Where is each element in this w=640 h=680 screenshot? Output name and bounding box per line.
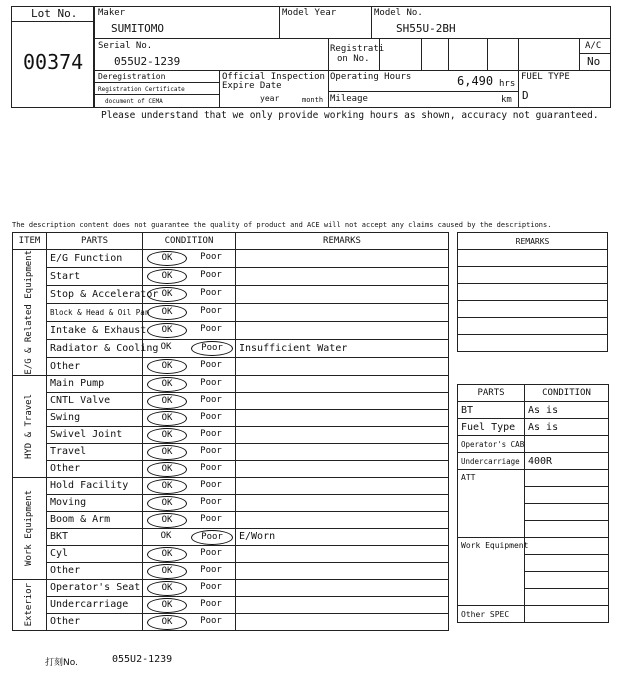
reg-cert-label: Registration Certificate xyxy=(98,86,185,93)
right-cond-fuel: As is xyxy=(525,419,609,436)
col-condition-header: CONDITION xyxy=(143,233,236,250)
right-cond-undercarriage: 400R xyxy=(525,453,609,470)
col-parts-header: PARTS xyxy=(47,233,143,250)
condition-ok: OK xyxy=(147,598,187,613)
group-label-cell xyxy=(13,375,47,477)
remark-cell xyxy=(236,426,449,443)
inspection-row xyxy=(13,562,449,579)
condition-ok: OK xyxy=(147,377,187,392)
part-name: Intake & Exhaust xyxy=(47,321,143,339)
col-remarks-header: REMARKS xyxy=(236,233,449,250)
right-remark-row xyxy=(458,301,608,318)
working-hours-notice: Please understand that we only provide working hours as shown, accuracy not guaranteed. xyxy=(101,110,599,121)
inspection-label-1: Official Inspection xyxy=(222,72,325,82)
condition-poor: Poor xyxy=(200,324,222,335)
condition-cell xyxy=(143,443,236,460)
remark-cell xyxy=(236,460,449,477)
remark-cell xyxy=(236,477,449,494)
maker-label: Maker xyxy=(98,8,126,18)
part-name: Operator's Seat xyxy=(47,579,143,596)
condition-poor: Poor xyxy=(200,306,222,317)
condition-poor: Poor xyxy=(200,513,222,524)
inspection-row xyxy=(13,375,449,392)
condition-cell xyxy=(143,545,236,562)
inspection-row xyxy=(13,409,449,426)
right-remarks-table xyxy=(457,232,608,352)
km-unit: km xyxy=(501,95,512,105)
remark-cell xyxy=(236,545,449,562)
inspection-row xyxy=(13,303,449,321)
part-name: Swivel Joint xyxy=(47,426,143,443)
condition-poor: Poor xyxy=(200,288,222,299)
fuel-type-value: D xyxy=(522,89,529,102)
remark-cell xyxy=(236,321,449,339)
right-col-condition: CONDITION xyxy=(525,385,609,402)
inspection-row xyxy=(13,596,449,613)
condition-ok: OK xyxy=(147,581,187,596)
stamp-value: 055U2-1239 xyxy=(112,654,173,665)
op-hours-label: Operating Hours xyxy=(330,72,412,82)
remark-cell xyxy=(236,596,449,613)
condition-poor: Poor xyxy=(200,270,222,281)
model-no-label: Model No. xyxy=(374,8,423,18)
remark-cell xyxy=(236,409,449,426)
condition-poor: Poor xyxy=(200,479,222,490)
right-part-cab: Operator's CAB xyxy=(458,436,525,453)
condition-cell xyxy=(143,426,236,443)
condition-poor: Poor xyxy=(200,564,222,575)
remark-cell xyxy=(236,303,449,321)
inspection-row xyxy=(13,528,449,545)
condition-poor: Poor xyxy=(200,462,222,473)
group-label: E/G & Related Equipment xyxy=(24,250,34,375)
condition-cell xyxy=(143,392,236,409)
registration-label-2: on No. xyxy=(337,54,370,64)
hrs-unit: hrs xyxy=(499,79,516,89)
inspection-row xyxy=(13,357,449,375)
maker-value: SUMITOMO xyxy=(111,22,164,35)
inspection-row xyxy=(13,321,449,339)
condition-cell xyxy=(143,562,236,579)
part-name: Other xyxy=(47,357,143,375)
part-name: Hold Facility xyxy=(47,477,143,494)
remark-cell xyxy=(236,375,449,392)
work-equipment-label: Work Equipment xyxy=(458,538,525,606)
condition-cell xyxy=(143,267,236,285)
op-hours-value: 6,490 xyxy=(457,74,494,88)
condition-cell xyxy=(143,409,236,426)
group-label-cell xyxy=(13,250,47,376)
part-name: Other xyxy=(47,460,143,477)
condition-poor: Poor xyxy=(200,598,222,609)
part-name: Radiator & Cooling xyxy=(47,339,143,357)
part-name: Main Pump xyxy=(47,375,143,392)
condition-cell xyxy=(143,250,236,268)
condition-cell xyxy=(143,528,236,545)
condition-cell xyxy=(143,477,236,494)
right-remarks-header: REMARKS xyxy=(458,233,608,250)
inspection-row xyxy=(13,426,449,443)
inspection-row xyxy=(13,392,449,409)
remark-cell xyxy=(236,357,449,375)
part-name: Moving xyxy=(47,494,143,511)
remark-cell xyxy=(236,579,449,596)
lot-number: 00374 xyxy=(23,50,84,74)
condition-ok: OK xyxy=(160,530,172,541)
part-name: Other xyxy=(47,613,143,630)
inspection-row xyxy=(13,511,449,528)
inspection-row xyxy=(13,285,449,303)
condition-ok: OK xyxy=(147,251,187,266)
inspection-row xyxy=(13,443,449,460)
right-cond-bt: As is xyxy=(525,402,609,419)
condition-cell xyxy=(143,460,236,477)
condition-ok: OK xyxy=(147,479,187,494)
inspection-label-2: Expire Date xyxy=(222,81,282,91)
remark-cell xyxy=(236,613,449,630)
part-name: CNTL Valve xyxy=(47,392,143,409)
condition-poor: Poor xyxy=(200,377,222,388)
right-remark-row xyxy=(458,318,608,335)
inspection-row xyxy=(13,545,449,562)
inspection-row xyxy=(13,267,449,285)
condition-cell xyxy=(143,357,236,375)
other-spec-label: Other SPEC xyxy=(458,606,525,623)
part-name: Start xyxy=(47,267,143,285)
part-name: Cyl xyxy=(47,545,143,562)
right-part-fuel: Fuel Type xyxy=(458,419,525,436)
condition-poor: Poor xyxy=(200,445,222,456)
remark-cell xyxy=(236,562,449,579)
inspection-row xyxy=(13,250,449,268)
part-name: Swing xyxy=(47,409,143,426)
condition-ok: OK xyxy=(147,547,187,562)
registration-label-1: Registrati xyxy=(330,44,385,54)
right-remark-row xyxy=(458,284,608,301)
inspection-header-row xyxy=(13,233,449,250)
condition-cell xyxy=(143,375,236,392)
condition-poor: Poor xyxy=(200,360,222,371)
serial-value: 055U2-1239 xyxy=(114,55,181,68)
right-cond-cab xyxy=(525,436,609,453)
condition-ok: OK xyxy=(147,445,187,460)
remark-cell xyxy=(236,494,449,511)
condition-cell xyxy=(143,579,236,596)
condition-poor: Poor xyxy=(200,615,222,626)
inspection-row xyxy=(13,477,449,494)
part-name: Travel xyxy=(47,443,143,460)
condition-ok: OK xyxy=(147,564,187,579)
condition-cell xyxy=(143,285,236,303)
condition-poor: Poor xyxy=(200,496,222,507)
condition-ok: OK xyxy=(147,428,187,443)
condition-ok: OK xyxy=(147,305,187,320)
condition-ok: OK xyxy=(147,411,187,426)
right-parts-table xyxy=(457,384,609,623)
condition-ok: OK xyxy=(147,496,187,511)
ac-label: A/C xyxy=(585,41,602,51)
group-label-cell xyxy=(13,579,47,630)
condition-cell xyxy=(143,511,236,528)
condition-ok: OK xyxy=(147,269,187,284)
condition-cell xyxy=(143,613,236,630)
model-year-label: Model Year xyxy=(282,8,337,18)
group-label: Work Equipment xyxy=(24,490,34,567)
condition-ok: OK xyxy=(147,287,187,302)
condition-poor: Poor xyxy=(200,394,222,405)
mileage-label: Mileage xyxy=(330,94,368,104)
part-name: BKT xyxy=(47,528,143,545)
condition-ok: OK xyxy=(147,462,187,477)
condition-ok: OK xyxy=(147,394,187,409)
remark-cell: Insufficient Water xyxy=(236,339,449,357)
disclaimer: The description content does not guarantee the quality of product and ACE will not accept any claims caused by the descriptions. xyxy=(12,221,552,229)
inspection-table xyxy=(12,232,449,631)
condition-ok: OK xyxy=(147,359,187,374)
month-label: month xyxy=(302,96,324,104)
header-block xyxy=(11,6,611,108)
lot-label: Lot No. xyxy=(31,7,78,20)
part-name: Stop & Accelerator xyxy=(47,285,143,303)
dereg-label: Deregistration xyxy=(98,72,166,81)
year-label: year xyxy=(260,94,280,103)
right-col-parts: PARTS xyxy=(458,385,525,402)
part-name: Other xyxy=(47,562,143,579)
condition-ok: OK xyxy=(147,323,187,338)
inspection-row xyxy=(13,613,449,630)
condition-cell xyxy=(143,596,236,613)
condition-poor: Poor xyxy=(200,411,222,422)
part-name: Undercarriage xyxy=(47,596,143,613)
cema-label: document of CEMA xyxy=(105,98,163,105)
serial-label: Serial No. xyxy=(98,41,153,51)
remark-cell xyxy=(236,392,449,409)
remark-cell xyxy=(236,267,449,285)
remark-cell xyxy=(236,443,449,460)
inspection-row xyxy=(13,579,449,596)
condition-poor: Poor xyxy=(191,341,233,356)
group-label: Exterior xyxy=(24,582,34,627)
inspection-row xyxy=(13,339,449,357)
att-label: ATT xyxy=(458,470,525,538)
right-remark-row xyxy=(458,267,608,284)
inspection-row xyxy=(13,460,449,477)
condition-poor: Poor xyxy=(200,581,222,592)
right-remark-row xyxy=(458,250,608,267)
stamp-label: 打刻No. xyxy=(45,658,78,668)
condition-poor: Poor xyxy=(200,252,222,263)
ac-value: No xyxy=(587,55,601,68)
part-name: Block & Head & Oil Pan xyxy=(47,303,143,321)
part-name: Boom & Arm xyxy=(47,511,143,528)
model-no-value: SH55U-2BH xyxy=(396,22,456,35)
condition-poor: Poor xyxy=(200,547,222,558)
right-remark-row xyxy=(458,335,608,352)
remark-cell xyxy=(236,250,449,268)
remark-cell xyxy=(236,285,449,303)
condition-cell xyxy=(143,339,236,357)
fuel-type-label: FUEL TYPE xyxy=(521,72,570,82)
condition-cell xyxy=(143,303,236,321)
part-name: E/G Function xyxy=(47,250,143,268)
inspection-row xyxy=(13,494,449,511)
right-part-bt: BT xyxy=(458,402,525,419)
col-item-header: ITEM xyxy=(13,233,47,250)
condition-poor: Poor xyxy=(200,428,222,439)
condition-ok: OK xyxy=(160,342,172,353)
condition-ok: OK xyxy=(147,615,187,630)
group-label: HYD & Travel xyxy=(24,393,34,459)
right-part-undercarriage: Undercarriage xyxy=(458,453,525,470)
condition-poor: Poor xyxy=(191,530,233,545)
condition-cell xyxy=(143,321,236,339)
remark-cell xyxy=(236,511,449,528)
condition-cell xyxy=(143,494,236,511)
remark-cell: E/Worn xyxy=(236,528,449,545)
condition-ok: OK xyxy=(147,513,187,528)
group-label-cell xyxy=(13,477,47,579)
